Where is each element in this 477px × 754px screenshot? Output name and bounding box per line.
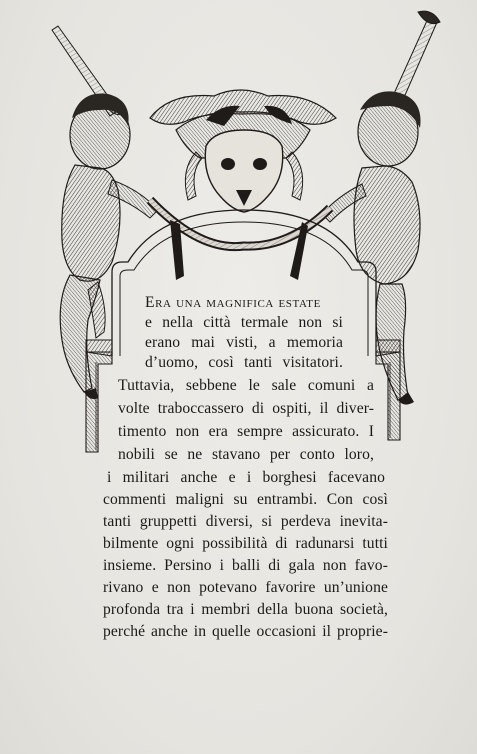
text-line-13: insieme. Persino i balli di gala non favo-	[103, 557, 388, 574]
text-line-12: bilmente ogni possibilità di radunarsi tutti	[103, 535, 388, 552]
ox-skull-crest-icon	[150, 90, 336, 212]
text-line-4: d’uomo, così tanti visitatori.	[145, 354, 343, 371]
text-line-3: erano mai visti, a memoria	[145, 334, 343, 351]
text-line-5: Tuttavia, sebbene le sale comuni a	[118, 377, 374, 394]
text-line-15: profonda tra i membri della buona società,	[103, 601, 388, 618]
text-line-10: commenti maligni su entrambi. Con così	[103, 491, 388, 508]
garland-ribbon-icon	[150, 200, 330, 280]
text-line-11: tanti gruppetti diversi, si perdeva inevita-	[103, 513, 388, 530]
right-cherub-icon	[322, 91, 421, 404]
text-line-14: rivano e non potevano favorire un’unione	[103, 579, 388, 596]
text-line-16: perché anche in quelle occasioni il proprie-	[103, 623, 388, 640]
text-line-6: volte traboccassero di ospiti, il diver-	[118, 400, 374, 417]
text-line-2: e nella città termale non si	[145, 314, 343, 331]
text-line-8: nobili se ne stavano per conto loro,	[118, 446, 374, 463]
text-line-7: timento non era sempre assicurato. I	[118, 423, 374, 440]
opening-small-caps: Era una magnifica estate	[145, 294, 321, 311]
text-line-9: i militari anche e i borghesi facevano	[107, 469, 385, 486]
right-trumpet-icon	[392, 11, 440, 102]
